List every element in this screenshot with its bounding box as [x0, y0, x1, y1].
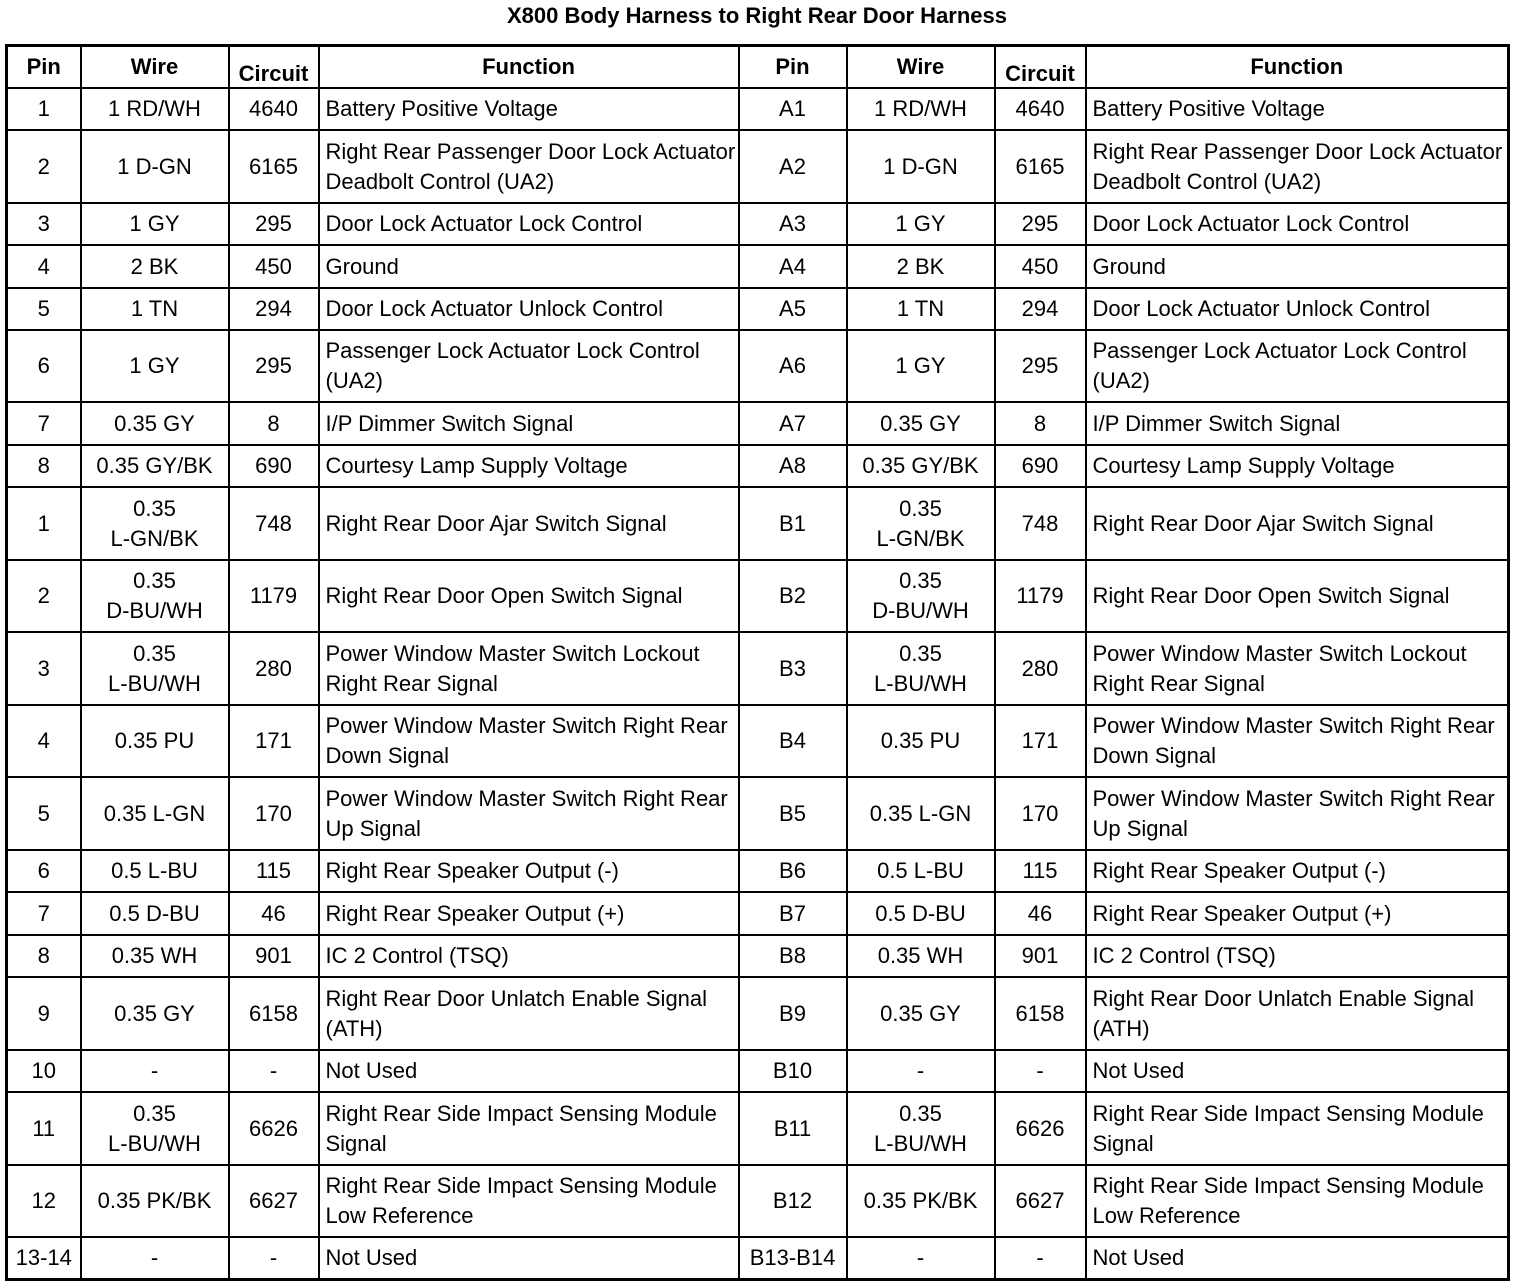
- function-cell-right: Not Used: [1086, 1050, 1509, 1092]
- circuit-cell-left: 115: [229, 850, 319, 892]
- circuit-cell-right: 4640: [995, 88, 1086, 130]
- circuit-cell-right: 295: [995, 330, 1086, 402]
- circuit-cell-right: 295: [995, 203, 1086, 245]
- wire-line: 0.35 PU: [880, 728, 961, 753]
- circuit-cell-left: 46: [229, 892, 319, 935]
- wire-cell-left: [81, 130, 229, 203]
- wire-line: 1 GY: [895, 211, 946, 236]
- function-cell-right: Power Window Master Switch Lockout Right Rear Signal: [1086, 632, 1509, 705]
- wire-cell-right: [847, 892, 995, 935]
- circuit-cell-left: 6158: [229, 977, 319, 1050]
- pin-cell-right: B3: [739, 632, 847, 705]
- header-wire-right: Wire: [847, 46, 995, 89]
- pin-cell-right: B7: [739, 892, 847, 935]
- header-pin-right: Pin: [739, 46, 847, 89]
- circuit-cell-right: 280: [995, 632, 1086, 705]
- circuit-cell-left: -: [229, 1237, 319, 1279]
- function-cell-right: Battery Positive Voltage: [1086, 88, 1509, 130]
- wire-cell-left: [81, 288, 229, 330]
- pin-cell-left: 3: [7, 632, 81, 705]
- circuit-cell-left: 6627: [229, 1165, 319, 1237]
- table-row: [7, 445, 1509, 487]
- wire-line: 0.35 L-GN: [103, 800, 206, 826]
- pin-cell-left: 9: [7, 977, 81, 1050]
- function-cell-right: Right Rear Speaker Output (-): [1086, 850, 1509, 892]
- document-title: X800 Body Harness to Right Rear Door Harness: [506, 3, 1008, 28]
- circuit-cell-right: -: [995, 1237, 1086, 1279]
- wire-cell-right: [847, 1165, 995, 1237]
- wire-line: 0.5 L-BU: [877, 858, 964, 883]
- pin-cell-right: B10: [739, 1050, 847, 1092]
- pin-cell-left: 1: [7, 88, 81, 130]
- wire-line: 0.35 GY: [114, 410, 195, 436]
- wire-cell-left: [81, 203, 229, 245]
- wire-line: L-BU/WH: [874, 670, 967, 696]
- pin-cell-right: B1: [739, 487, 847, 560]
- circuit-cell-right: 1179: [995, 560, 1086, 632]
- table-row: [7, 705, 1509, 777]
- pin-cell-right: A8: [739, 445, 847, 487]
- wire-cell-left: [81, 1050, 229, 1092]
- circuit-cell-right: 690: [995, 445, 1086, 487]
- header-function-left: Function: [319, 46, 739, 89]
- header-row: [7, 46, 1509, 89]
- circuit-cell-left: -: [229, 1050, 319, 1092]
- wire-cell-left: [81, 1165, 229, 1237]
- wire-line: 1 GY: [129, 353, 180, 378]
- function-cell-left: Right Rear Door Open Switch Signal: [319, 560, 739, 632]
- circuit-cell-left: 295: [229, 203, 319, 245]
- header-circuit-right: Circuit: [995, 46, 1086, 89]
- pin-cell-left: 3: [7, 203, 81, 245]
- wire-cell-right: [847, 1237, 995, 1279]
- wire-cell-left: [81, 1237, 229, 1279]
- function-cell-left: Courtesy Lamp Supply Voltage: [319, 445, 739, 487]
- wire-cell-right: [847, 1050, 995, 1092]
- circuit-cell-right: 294: [995, 288, 1086, 330]
- wire-line: 0.35 WH: [111, 943, 198, 968]
- wire-cell-right: [847, 560, 995, 632]
- pin-cell-left: 4: [7, 705, 81, 777]
- wire-cell-right: [847, 487, 995, 560]
- pin-cell-left: 5: [7, 777, 81, 850]
- pin-cell-right: B9: [739, 977, 847, 1050]
- circuit-cell-right: 6165: [995, 130, 1086, 203]
- connector-pinout-table: [5, 44, 1510, 1281]
- wire-line: 0.35: [899, 640, 942, 666]
- wire-cell-right: [847, 850, 995, 892]
- wire-cell-left: [81, 330, 229, 402]
- wire-cell-left: [81, 935, 229, 977]
- wire-cell-left: [81, 777, 229, 850]
- pin-cell-left: 1: [7, 487, 81, 560]
- wire-line: 1 TN: [130, 296, 179, 321]
- wire-cell-left: [81, 487, 229, 560]
- function-cell-left: Passenger Lock Actuator Lock Control (UA2): [319, 330, 739, 402]
- circuit-cell-left: 6626: [229, 1092, 319, 1165]
- wire-line: 0.35 GY/BK: [96, 453, 213, 478]
- circuit-cell-right: 450: [995, 245, 1086, 288]
- function-cell-right: Right Rear Side Impact Sensing Module Low Reference: [1086, 1165, 1509, 1237]
- wire-line: 0.35: [133, 1100, 176, 1126]
- table-row: [7, 1165, 1509, 1237]
- function-cell-right: Right Rear Door Ajar Switch Signal: [1086, 487, 1509, 560]
- pin-cell-left: 11: [7, 1092, 81, 1165]
- wire-line: 0.35: [133, 568, 176, 593]
- wire-cell-right: [847, 705, 995, 777]
- table-row: [7, 850, 1509, 892]
- circuit-cell-right: -: [995, 1050, 1086, 1092]
- wire-cell-left: [81, 402, 229, 445]
- wire-line: 0.35 GY/BK: [862, 453, 979, 478]
- table-row: [7, 330, 1509, 402]
- wire-cell-right: [847, 88, 995, 130]
- pin-cell-left: 5: [7, 288, 81, 330]
- pin-cell-right: A6: [739, 330, 847, 402]
- table-row: [7, 487, 1509, 560]
- circuit-cell-left: 1179: [229, 560, 319, 632]
- pin-cell-right: B4: [739, 705, 847, 777]
- wire-cell-right: [847, 330, 995, 402]
- function-cell-left: Door Lock Actuator Lock Control: [319, 203, 739, 245]
- wire-line: 1 GY: [129, 211, 180, 236]
- function-cell-left: Ground: [319, 245, 739, 288]
- circuit-cell-right: 171: [995, 705, 1086, 777]
- circuit-cell-left: 294: [229, 288, 319, 330]
- circuit-cell-left: 450: [229, 245, 319, 288]
- function-cell-right: Right Rear Door Unlatch Enable Signal (ATH): [1086, 977, 1509, 1050]
- wire-line: D-BU/WH: [872, 598, 969, 623]
- circuit-cell-right: 170: [995, 777, 1086, 850]
- wire-line: 1 RD/WH: [108, 96, 201, 121]
- function-cell-left: Right Rear Passenger Door Lock Actuator Deadbolt Control (UA2): [319, 130, 739, 203]
- circuit-cell-left: 4640: [229, 88, 319, 130]
- wire-line: 2 BK: [896, 253, 945, 279]
- table-row: [7, 632, 1509, 705]
- circuit-cell-left: 170: [229, 777, 319, 850]
- wire-cell-right: [847, 245, 995, 288]
- wire-cell-left: [81, 1092, 229, 1165]
- function-cell-right: Door Lock Actuator Unlock Control: [1086, 288, 1509, 330]
- table-row: [7, 402, 1509, 445]
- function-cell-left: Power Window Master Switch Right Rear Up Signal: [319, 777, 739, 850]
- table-row: [7, 560, 1509, 632]
- wire-line: 2 BK: [130, 253, 179, 279]
- circuit-cell-right: 748: [995, 487, 1086, 560]
- function-cell-right: Right Rear Side Impact Sensing Module Signal: [1086, 1092, 1509, 1165]
- wire-line: -: [150, 1244, 159, 1270]
- function-cell-left: Right Rear Side Impact Sensing Module Low Reference: [319, 1165, 739, 1237]
- pin-cell-left: 12: [7, 1165, 81, 1237]
- table-row: [7, 88, 1509, 130]
- wire-line: 1 RD/WH: [874, 96, 967, 121]
- function-cell-right: Passenger Lock Actuator Lock Control (UA2): [1086, 330, 1509, 402]
- wire-line: 0.5 D-BU: [109, 900, 200, 926]
- wire-cell-right: [847, 777, 995, 850]
- wire-cell-left: [81, 560, 229, 632]
- function-cell-left: Power Window Master Switch Lockout Right Rear Signal: [319, 632, 739, 705]
- table-row: [7, 977, 1509, 1050]
- pin-cell-right: B6: [739, 850, 847, 892]
- function-cell-right: Power Window Master Switch Right Rear Down Signal: [1086, 705, 1509, 777]
- circuit-cell-right: 46: [995, 892, 1086, 935]
- function-cell-left: Right Rear Door Unlatch Enable Signal (ATH): [319, 977, 739, 1050]
- wire-cell-left: [81, 892, 229, 935]
- pin-cell-right: B2: [739, 560, 847, 632]
- pin-cell-right: B12: [739, 1165, 847, 1237]
- wire-line: 0.5 L-BU: [111, 858, 198, 883]
- table-row: [7, 1237, 1509, 1279]
- circuit-cell-right: 8: [995, 402, 1086, 445]
- function-cell-left: Not Used: [319, 1050, 739, 1092]
- table-row: [7, 288, 1509, 330]
- wire-line: L-BU/WH: [874, 1130, 967, 1156]
- function-cell-left: Power Window Master Switch Right Rear Down Signal: [319, 705, 739, 777]
- function-cell-right: Courtesy Lamp Supply Voltage: [1086, 445, 1509, 487]
- table-row: [7, 203, 1509, 245]
- function-cell-left: Right Rear Side Impact Sensing Module Signal: [319, 1092, 739, 1165]
- wire-cell-right: [847, 288, 995, 330]
- function-cell-left: Right Rear Door Ajar Switch Signal: [319, 487, 739, 560]
- wire-cell-right: [847, 203, 995, 245]
- wire-line: 0.35 GY: [880, 410, 961, 436]
- function-cell-left: Right Rear Speaker Output (+): [319, 892, 739, 935]
- wire-cell-right: [847, 1092, 995, 1165]
- wire-line: L-GN/BK: [876, 525, 965, 551]
- wire-line: 0.35: [899, 568, 942, 593]
- wire-line: 1 TN: [896, 296, 945, 321]
- circuit-cell-left: 295: [229, 330, 319, 402]
- wire-cell-left: [81, 632, 229, 705]
- pin-cell-right: A1: [739, 88, 847, 130]
- function-cell-left: Not Used: [319, 1237, 739, 1279]
- pin-cell-left: 8: [7, 445, 81, 487]
- table-row: [7, 1092, 1509, 1165]
- wire-cell-right: [847, 402, 995, 445]
- circuit-cell-left: 901: [229, 935, 319, 977]
- wire-line: L-BU/WH: [108, 670, 201, 696]
- pin-cell-left: 6: [7, 330, 81, 402]
- pin-cell-right: A5: [739, 288, 847, 330]
- header-function-right: Function: [1086, 46, 1509, 89]
- function-cell-right: Right Rear Passenger Door Lock Actuator Deadbolt Control (UA2): [1086, 130, 1509, 203]
- wire-cell-right: [847, 130, 995, 203]
- wire-cell-right: [847, 977, 995, 1050]
- pin-cell-right: A2: [739, 130, 847, 203]
- function-cell-right: I/P Dimmer Switch Signal: [1086, 402, 1509, 445]
- wire-line: 0.5 D-BU: [875, 900, 966, 926]
- wire-line: 0.35: [133, 495, 176, 521]
- wire-line: -: [916, 1058, 925, 1083]
- circuit-cell-right: 6158: [995, 977, 1086, 1050]
- pin-cell-left: 6: [7, 850, 81, 892]
- wire-line: 0.35 PK/BK: [97, 1188, 212, 1213]
- wire-line: 0.35: [899, 495, 942, 521]
- function-cell-left: I/P Dimmer Switch Signal: [319, 402, 739, 445]
- wire-line: 1 D-GN: [117, 153, 192, 179]
- circuit-cell-left: 8: [229, 402, 319, 445]
- pin-cell-left: 10: [7, 1050, 81, 1092]
- wire-line: L-BU/WH: [108, 1130, 201, 1156]
- function-cell-left: Battery Positive Voltage: [319, 88, 739, 130]
- pin-cell-right: A3: [739, 203, 847, 245]
- header-wire-left: Wire: [81, 46, 229, 89]
- function-cell-right: IC 2 Control (TSQ): [1086, 935, 1509, 977]
- wire-line: 0.35 L-GN: [869, 800, 972, 826]
- wire-line: 0.35: [133, 640, 176, 666]
- table-row: [7, 1050, 1509, 1092]
- wire-line: L-GN/BK: [110, 525, 199, 551]
- wire-cell-right: [847, 445, 995, 487]
- wire-cell-right: [847, 935, 995, 977]
- circuit-cell-left: 171: [229, 705, 319, 777]
- table-row: [7, 130, 1509, 203]
- circuit-cell-left: 690: [229, 445, 319, 487]
- function-cell-right: Door Lock Actuator Lock Control: [1086, 203, 1509, 245]
- function-cell-right: Not Used: [1086, 1237, 1509, 1279]
- circuit-cell-right: 115: [995, 850, 1086, 892]
- wire-line: 0.35 GY: [114, 1000, 195, 1026]
- pin-cell-left: 7: [7, 402, 81, 445]
- circuit-cell-left: 6165: [229, 130, 319, 203]
- wire-cell-right: [847, 632, 995, 705]
- wire-line: 0.35 PU: [114, 728, 195, 753]
- pin-cell-left: 4: [7, 245, 81, 288]
- wire-line: 1 D-GN: [883, 153, 958, 179]
- pin-cell-left: 7: [7, 892, 81, 935]
- circuit-cell-right: 6627: [995, 1165, 1086, 1237]
- function-cell-right: Right Rear Speaker Output (+): [1086, 892, 1509, 935]
- wire-cell-left: [81, 977, 229, 1050]
- table-row: [7, 245, 1509, 288]
- circuit-cell-left: 748: [229, 487, 319, 560]
- wire-line: D-BU/WH: [106, 598, 203, 623]
- pin-cell-right: A7: [739, 402, 847, 445]
- pin-cell-right: A4: [739, 245, 847, 288]
- pin-cell-right: B11: [739, 1092, 847, 1165]
- pin-cell-left: 8: [7, 935, 81, 977]
- wire-line: -: [916, 1244, 925, 1270]
- wire-line: 0.35: [899, 1100, 942, 1126]
- function-cell-right: Ground: [1086, 245, 1509, 288]
- pinout-body: [7, 88, 1509, 1279]
- function-cell-right: Power Window Master Switch Right Rear Up Signal: [1086, 777, 1509, 850]
- wire-line: 0.35 PK/BK: [863, 1188, 978, 1213]
- header-pin-left: Pin: [7, 46, 81, 89]
- circuit-cell-right: 6626: [995, 1092, 1086, 1165]
- function-cell-left: Door Lock Actuator Unlock Control: [319, 288, 739, 330]
- table-row: [7, 777, 1509, 850]
- pin-cell-right: B13-B14: [739, 1237, 847, 1279]
- wire-cell-left: [81, 445, 229, 487]
- pin-cell-right: B8: [739, 935, 847, 977]
- wire-line: 0.35 GY: [880, 1000, 961, 1026]
- function-cell-left: IC 2 Control (TSQ): [319, 935, 739, 977]
- wire-cell-left: [81, 245, 229, 288]
- function-cell-right: Right Rear Door Open Switch Signal: [1086, 560, 1509, 632]
- pin-cell-right: B5: [739, 777, 847, 850]
- wire-cell-left: [81, 88, 229, 130]
- header-circuit-left: Circuit: [229, 46, 319, 89]
- pin-cell-left: 13-14: [7, 1237, 81, 1279]
- wire-cell-left: [81, 850, 229, 892]
- function-cell-left: Right Rear Speaker Output (-): [319, 850, 739, 892]
- wire-line: 0.35 WH: [877, 943, 964, 968]
- circuit-cell-right: 901: [995, 935, 1086, 977]
- pin-cell-left: 2: [7, 130, 81, 203]
- wire-line: -: [150, 1058, 159, 1083]
- wire-line: 1 GY: [895, 353, 946, 378]
- table-row: [7, 935, 1509, 977]
- table-row: [7, 892, 1509, 935]
- pin-cell-left: 2: [7, 560, 81, 632]
- wire-cell-left: [81, 705, 229, 777]
- circuit-cell-left: 280: [229, 632, 319, 705]
